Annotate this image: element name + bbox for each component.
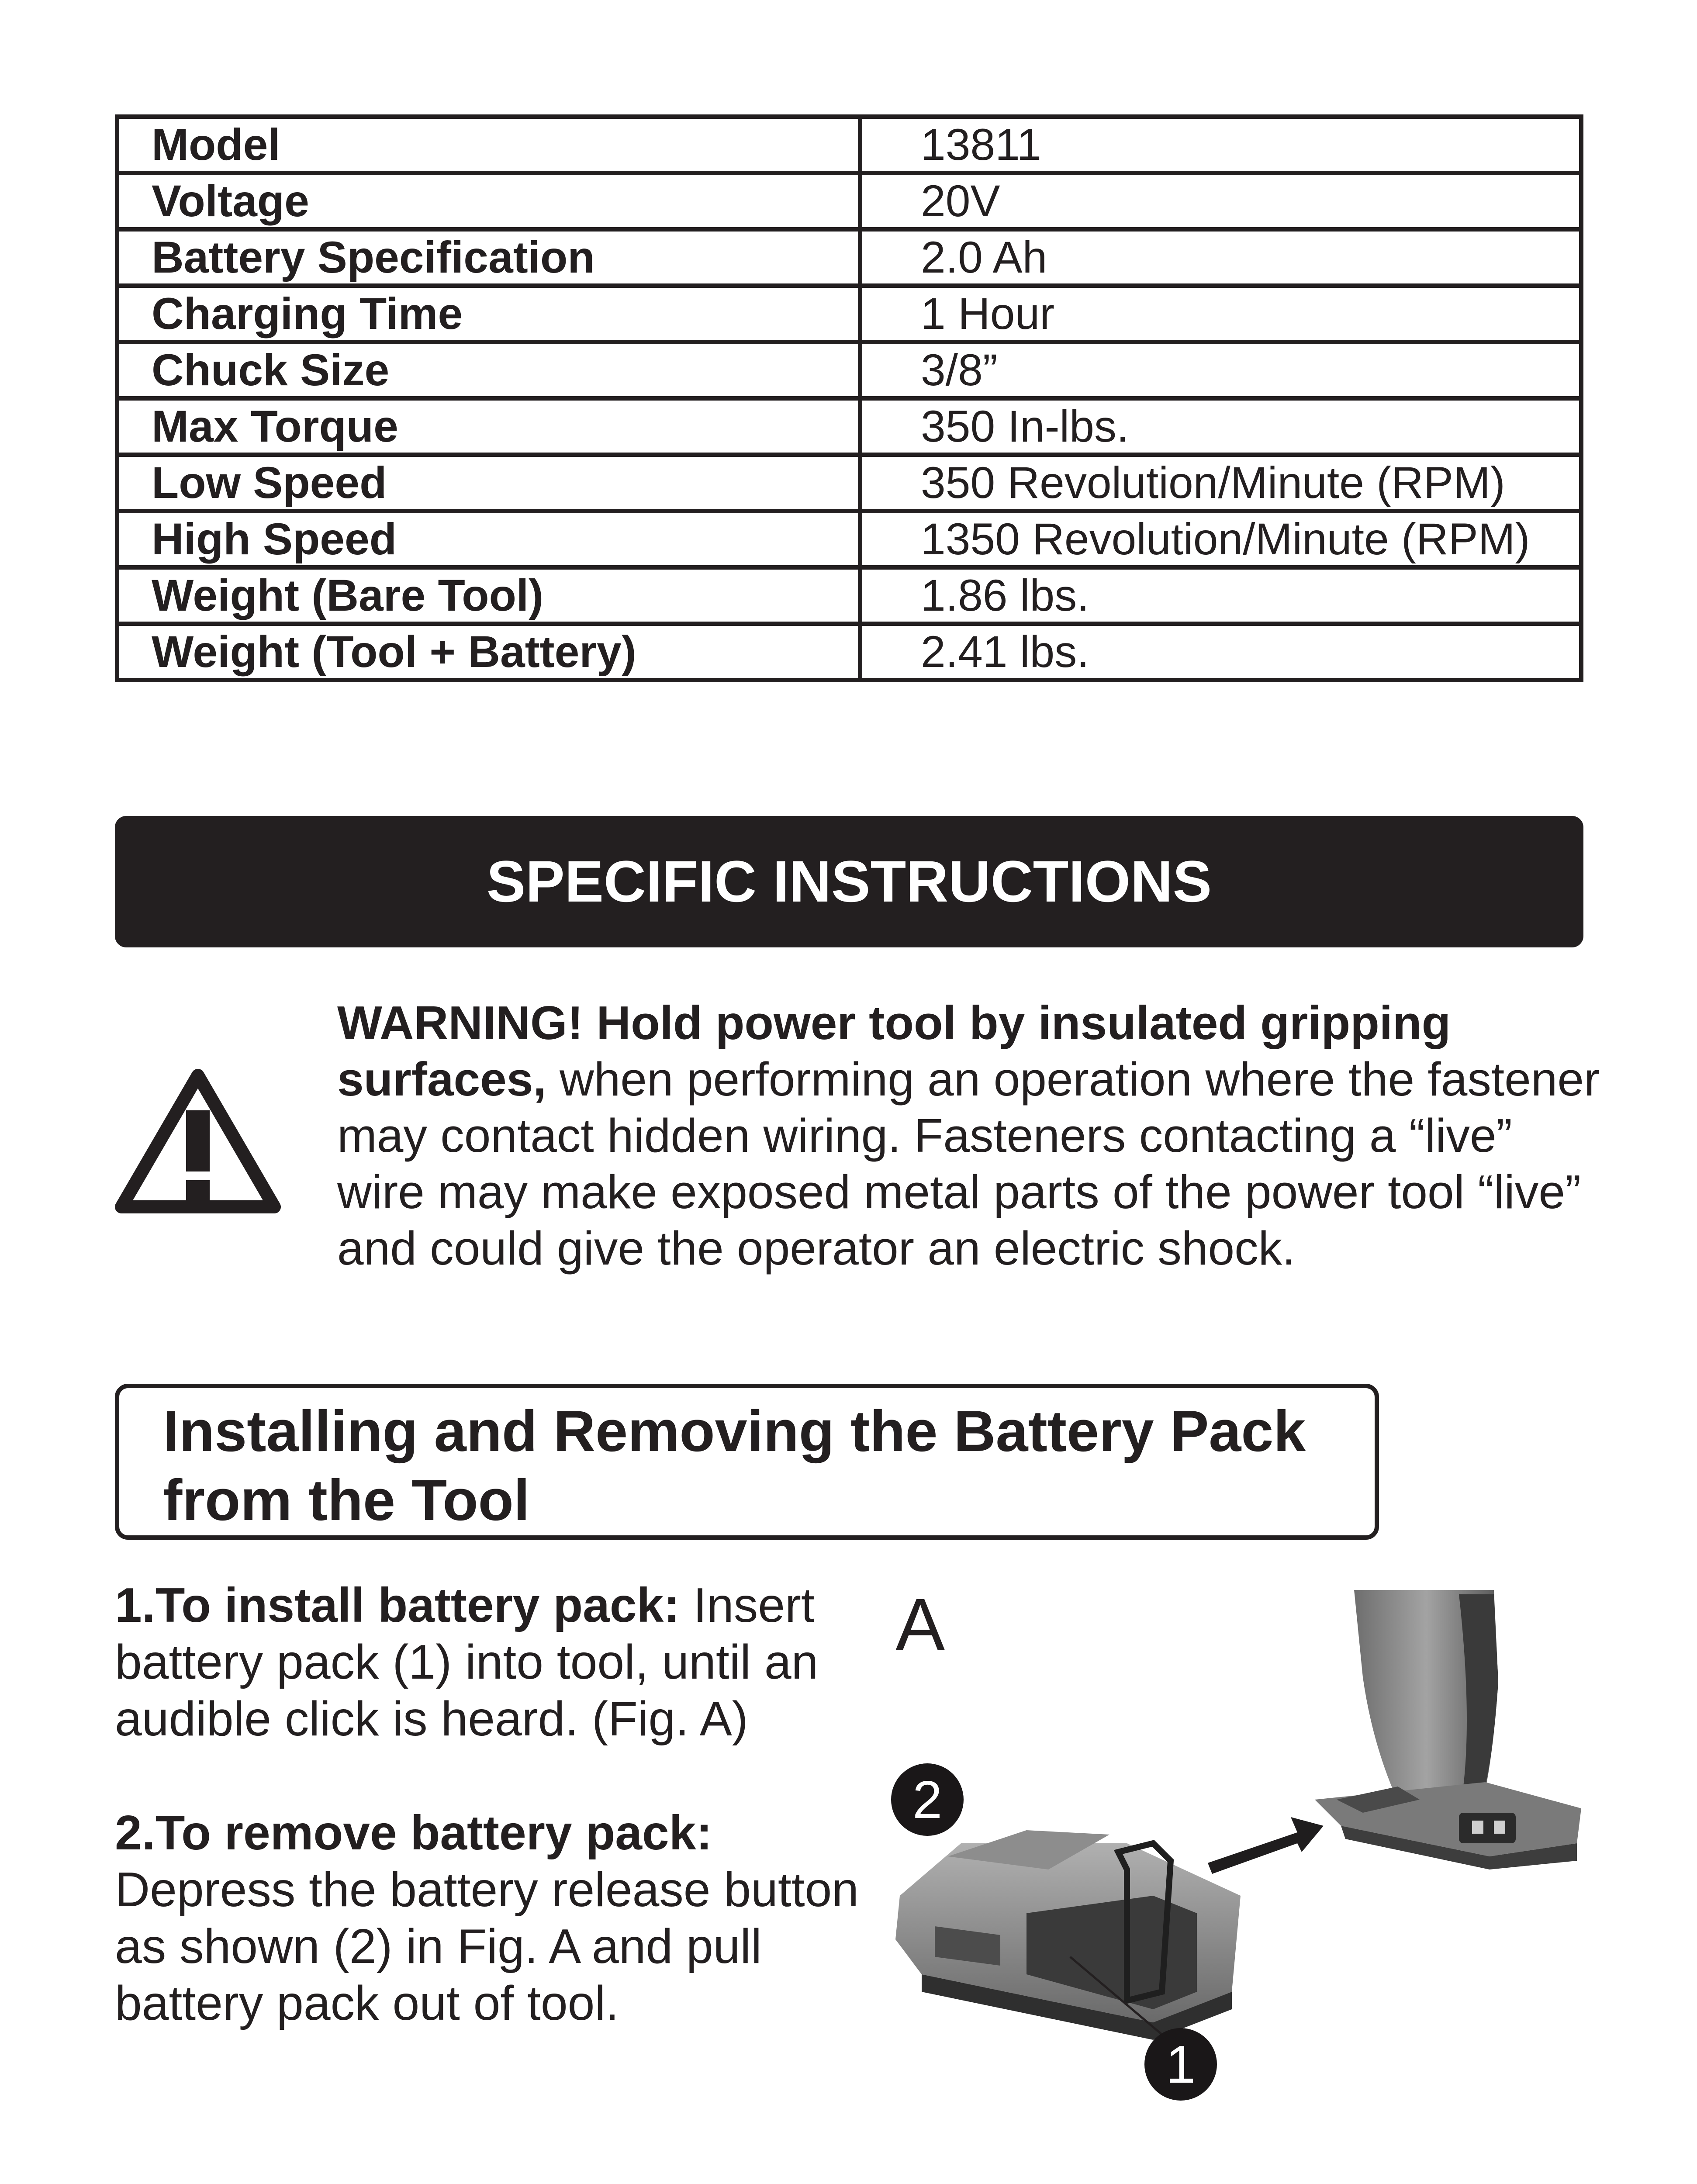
spec-label: Voltage (117, 173, 860, 229)
step-remove (115, 1804, 884, 2032)
spec-value: 3/8” (860, 342, 1581, 398)
spec-label: Charging Time (117, 286, 860, 342)
warning-bold-text: WARNING! Hold power tool by insulated gripping surfaces, (337, 996, 1451, 1106)
spec-row (117, 173, 1581, 229)
spec-row (117, 117, 1581, 173)
spec-row (117, 229, 1581, 286)
spec-value: 350 In-lbs. (860, 398, 1581, 455)
spec-label: Max Torque (117, 398, 860, 455)
spec-row (117, 511, 1581, 567)
spec-row (117, 286, 1581, 342)
spec-label: Weight (Tool + Battery) (117, 624, 860, 680)
callout-1: 1 (1144, 2028, 1217, 2101)
spec-value: 1350 Revolution/Minute (RPM) (860, 511, 1581, 567)
spec-row (117, 342, 1581, 398)
spec-value: 1 Hour (860, 286, 1581, 342)
subsection-heading: Installing and Removing the Battery Pack from the Tool (115, 1384, 1379, 1540)
spec-label: Weight (Bare Tool) (117, 567, 860, 624)
spec-label: Model (117, 117, 860, 173)
spec-row (117, 567, 1581, 624)
spec-value: 2.0 Ah (860, 229, 1581, 286)
step-remove-title: 2.To remove battery pack: (115, 1806, 712, 1860)
spec-label: High Speed (117, 511, 860, 567)
figure-label: A (895, 1583, 945, 1666)
spec-row (117, 455, 1581, 511)
spec-value: 350 Revolution/Minute (RPM) (860, 455, 1581, 511)
step-remove-text: Depress the battery release button as shown (2) in Fig. A and pull battery pack out of tool. (115, 1863, 859, 2030)
spec-row (117, 398, 1581, 455)
step-install (115, 1577, 884, 1747)
step-install-text: Insert battery pack (1) into tool, until an audible click is heard. (Fig. A) (115, 1578, 819, 1746)
specification-table-body (117, 117, 1581, 680)
spec-label: Chuck Size (117, 342, 860, 398)
spec-value: 2.41 lbs. (860, 624, 1581, 680)
warning-body-text: when performing an operation where the fastener may contact hidden wiring. Fasteners contacting a “live” wire may make exposed metal parts of the power tool “live” and could give the operator an electric shock. (337, 1053, 1600, 1275)
spec-value: 1.86 lbs. (860, 567, 1581, 624)
section-header: SPECIFIC INSTRUCTIONS (115, 816, 1583, 947)
spec-label: Low Speed (117, 455, 860, 511)
spec-row (117, 624, 1581, 680)
spec-label: Battery Specification (117, 229, 860, 286)
spec-value: 20V (860, 173, 1581, 229)
callout-2: 2 (891, 1763, 964, 1836)
step-install-title: 1.To install battery pack: (115, 1578, 680, 1632)
tool-and-battery-illustration (882, 1581, 1590, 2097)
warning-paragraph (337, 995, 1604, 1277)
specification-table (115, 114, 1583, 682)
spec-value: 13811 (860, 117, 1581, 173)
warning-triangle-icon (113, 1066, 283, 1216)
